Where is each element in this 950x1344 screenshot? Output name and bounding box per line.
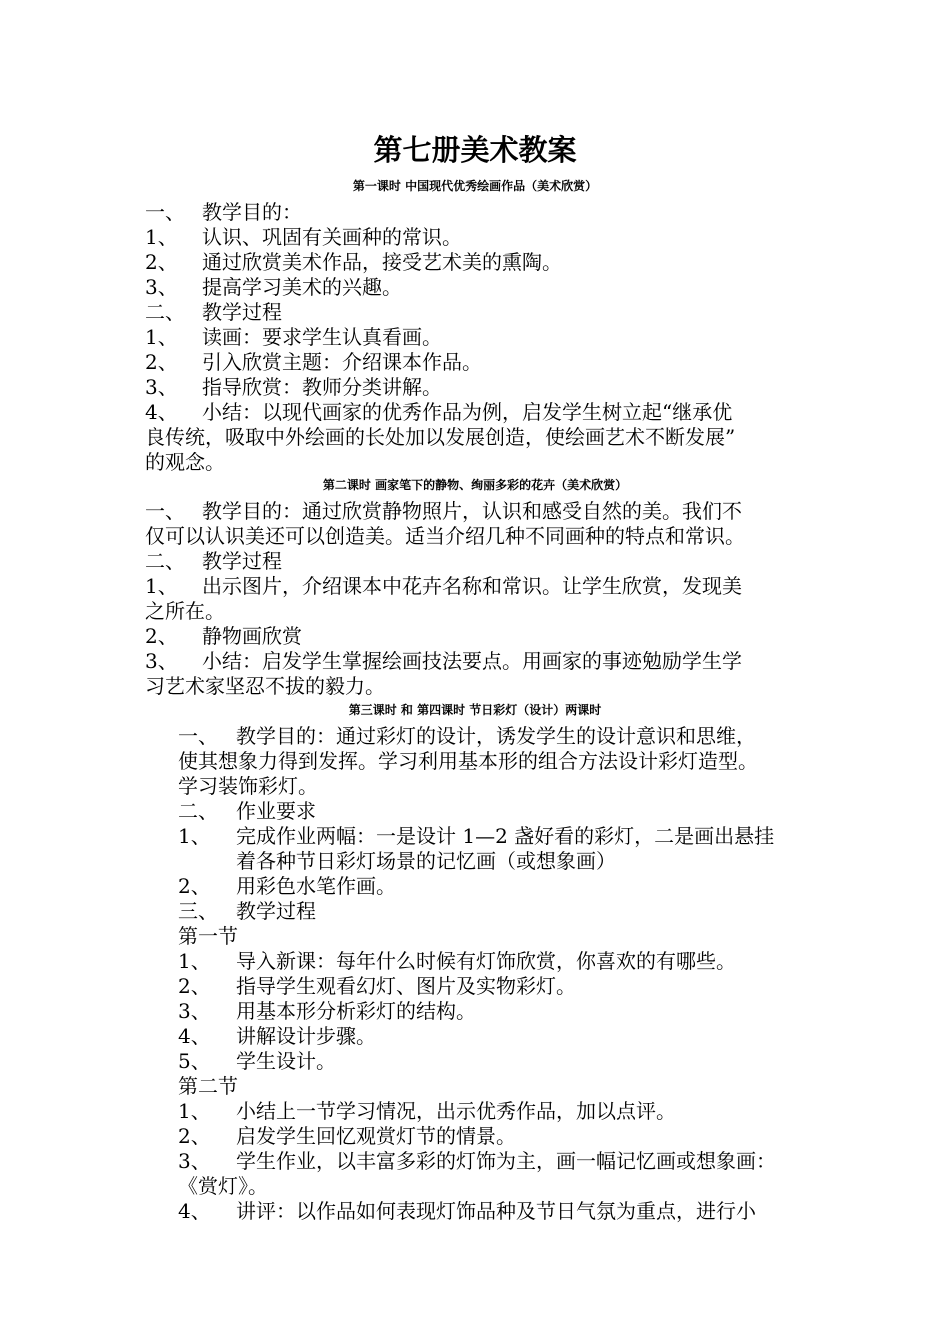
paragraph-continuation: 《赏灯》。 <box>178 1174 268 1198</box>
lesson-2-process-heading: 二、 教学过程 <box>145 549 282 573</box>
section-2-title: 第二节 <box>178 1074 238 1098</box>
list-item: 4、 讲解设计步骤。 <box>178 1024 376 1048</box>
list-item: 1、 导入新课：每年什么时候有灯饰欣赏，你喜欢的有哪些。 <box>178 949 736 973</box>
list-item: 3、 提高学习美术的兴趣。 <box>145 275 402 299</box>
list-item: 2、 通过欣赏美术作品，接受艺术美的熏陶。 <box>145 250 562 274</box>
paragraph-continuation: 使其想象力得到发挥。学习利用基本形的组合方法设计彩灯造型。 <box>178 749 758 773</box>
paragraph-continuation: 良传统，吸取中外绘画的长处加以发展创造，使绘画艺术不断发展” <box>145 425 736 449</box>
lesson-2-goal: 一、 教学目的：通过欣赏静物照片，认识和感受自然的美。我们不 <box>145 499 742 523</box>
list-item: 4、 小结：以现代画家的优秀作品为例，启发学生树立起“继承优 <box>145 400 733 424</box>
paragraph-continuation: 习艺术家坚忍不拔的毅力。 <box>145 674 385 698</box>
lesson-1-heading: 第一课时 中国现代优秀绘画作品（美术欣赏） <box>352 179 598 193</box>
list-item: 3、 用基本形分析彩灯的结构。 <box>178 999 476 1023</box>
lesson-2-heading: 第二课时 画家笔下的静物、绚丽多彩的花卉（美术欣赏） <box>322 478 628 492</box>
list-item: 1、 出示图片，介绍课本中花卉名称和常识。让学生欣赏，发现美 <box>145 574 742 598</box>
list-item: 3、 学生作业，以丰富多彩的灯饰为主，画一幅记忆画或想象画： <box>178 1149 776 1173</box>
list-item: 1、 读画：要求学生认真看画。 <box>145 325 442 349</box>
list-item: 4、 讲评：以作品如何表现灯饰品种及节日气氛为重点，进行小 <box>178 1199 756 1223</box>
lesson-3-goal: 一、 教学目的：通过彩灯的设计，诱发学生的设计意识和思维， <box>178 724 756 748</box>
list-item: 2、 启发学生回忆观赏灯节的情景。 <box>178 1124 516 1148</box>
lesson-1-process-heading: 二、 教学过程 <box>145 300 282 324</box>
list-item: 5、 学生设计。 <box>178 1049 336 1073</box>
lesson-1-goal-heading: 一、 教学目的： <box>145 200 302 224</box>
list-item: 2、 指导学生观看幻灯、图片及实物彩灯。 <box>178 974 576 998</box>
list-item: 2、 用彩色水笔作画。 <box>178 874 396 898</box>
paragraph-continuation: 之所在。 <box>145 599 225 623</box>
list-item: 1、 小结上一节学习情况，出示优秀作品，加以点评。 <box>178 1099 676 1123</box>
page-title: 第七册美术教案 <box>373 133 577 167</box>
list-item: 2、 引入欣赏主题：介绍课本作品。 <box>145 350 482 374</box>
list-item: 2、 静物画欣赏 <box>145 624 302 648</box>
paragraph-continuation: 的观念。 <box>145 450 225 474</box>
list-item: 3、 指导欣赏：教师分类讲解。 <box>145 375 442 399</box>
lesson-3-process-heading: 三、 教学过程 <box>178 899 316 923</box>
paragraph-continuation: 着各种节日彩灯场景的记忆画（或想象画） <box>236 849 616 873</box>
lesson-3-homework-heading: 二、 作业要求 <box>178 799 316 823</box>
paragraph-continuation: 仅可以认识美还可以创造美。适当介绍几种不同画种的特点和常识。 <box>145 524 745 548</box>
list-item: 1、 认识、巩固有关画种的常识。 <box>145 225 462 249</box>
list-item: 3、 小结：启发学生掌握绘画技法要点。用画家的事迹勉励学生学 <box>145 649 742 673</box>
list-item: 1、 完成作业两幅：一是设计 1—2 盏好看的彩灯，二是画出悬挂 <box>178 824 775 848</box>
paragraph-continuation: 学习装饰彩灯。 <box>178 774 318 798</box>
section-1-title: 第一节 <box>178 924 238 948</box>
lesson-3-heading: 第三课时 和 第四课时 节日彩灯（设计）两课时 <box>348 703 602 717</box>
